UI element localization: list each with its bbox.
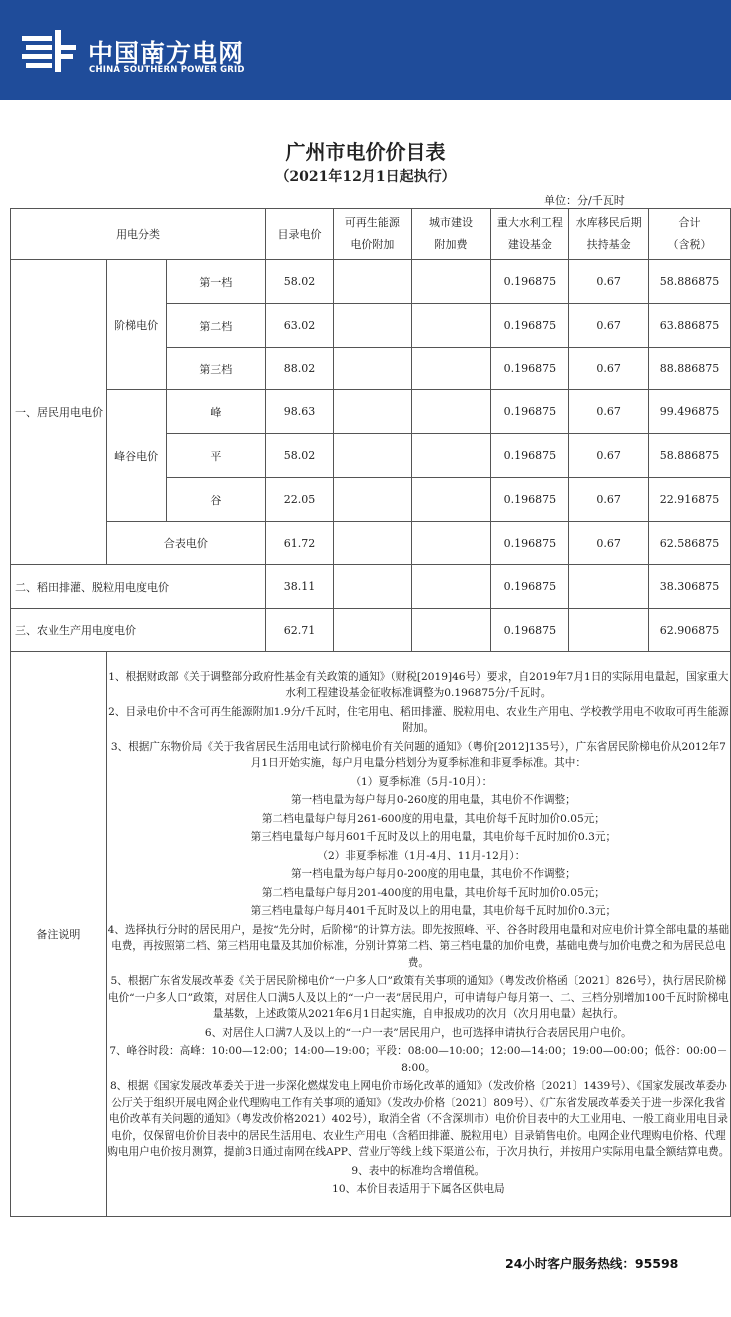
empty-cell: [411, 565, 491, 609]
empty-cell: [333, 609, 411, 652]
table-row: [11, 260, 731, 304]
hydro-cell: 0.196875: [491, 434, 569, 478]
row-name: 峰: [166, 390, 266, 434]
header-banner: [0, 0, 731, 100]
total-cell: 99.496875: [649, 390, 731, 434]
empty-cell: [333, 522, 411, 565]
table-header-row: [11, 209, 731, 260]
total-cell: 38.306875: [649, 565, 731, 609]
empty-cell: [569, 609, 649, 652]
note-item: 2、目录电价中不含可再生能源附加1.9分/千瓦时，住宅用电、稻田排灌、脱粒用电、农业生产用电、学校教学用电不收取可再生能源附加。: [108, 705, 729, 734]
base-price-cell: 88.02: [266, 348, 334, 390]
base-price-cell: 98.63: [266, 390, 334, 434]
note-item: 第三档电量每户每月401千瓦时及以上的用电量，其电价每千瓦时加价0.3元；: [250, 905, 617, 917]
effective-date: （2021年12月1日起执行）: [275, 169, 456, 185]
base-price-cell: 63.02: [266, 304, 334, 348]
reservoir-cell: 0.67: [569, 434, 649, 478]
hydro-cell: 0.196875: [491, 260, 569, 304]
note-item: （1）夏季标准（5月-10月）：: [350, 775, 493, 788]
total-cell: 58.886875: [649, 434, 731, 478]
note-item: 10、本价目表适用于下属各区供电局: [332, 1183, 505, 1195]
row-name: 第一档: [166, 260, 266, 304]
price-table: [10, 208, 731, 1217]
header-urban: 城市建设 附加费: [411, 209, 491, 260]
empty-cell: [411, 390, 491, 434]
empty-cell: [411, 260, 491, 304]
row-name: 平: [166, 434, 266, 478]
total-cell: 62.906875: [649, 609, 731, 652]
notes-row: [11, 652, 731, 1217]
note-item: 4、选择执行分时的居民用户，是按“先分时，后阶梯”的计算方法。即先按照峰、平、谷各时段用电量和对应电价计算全部电量的基础电费，再按照第二档、第三档用电量及其加价标准，分别计算第二档、第三档电量的加价电费，基础电费与加价电费之和为居民总电费。: [107, 923, 730, 969]
base-price-cell: 61.72: [266, 522, 334, 565]
empty-cell: [411, 348, 491, 390]
empty-cell: [411, 609, 491, 652]
reservoir-cell: 0.67: [569, 348, 649, 390]
logo-chinese-name: 中国南方电网: [88, 39, 245, 68]
header-category: 用电分类: [11, 209, 266, 260]
row-name: 第二档: [166, 304, 266, 348]
reservoir-cell: 0.67: [569, 522, 649, 565]
empty-cell: [333, 478, 411, 522]
hydro-cell: 0.196875: [491, 478, 569, 522]
total-cell: 22.916875: [649, 478, 731, 522]
note-item: 9、表中的标准均含增值税。: [351, 1164, 486, 1177]
header-renewable: 可再生能源 电价附加: [333, 209, 411, 260]
header-total: 合计 （含税）: [649, 209, 731, 260]
note-item: 第二档电量每户每月201-400度的用电量，其电价每千瓦时加价0.05元；: [261, 886, 605, 899]
note-item: （2）非夏季标准（1月-4月、11月-12月）：: [317, 849, 526, 862]
note-item: 第一档电量为每户每月0-200度的用电量，其电价不作调整；: [290, 868, 576, 880]
row-name: 三、农业生产用电度电价: [11, 609, 266, 652]
hydro-cell: 0.196875: [491, 304, 569, 348]
total-cell: 88.886875: [649, 348, 731, 390]
reservoir-cell: 0.67: [569, 260, 649, 304]
empty-cell: [333, 260, 411, 304]
csg-logo-icon: [22, 30, 76, 72]
table-row: [11, 390, 731, 434]
tier-label: 阶梯电价: [106, 260, 166, 390]
empty-cell: [333, 348, 411, 390]
empty-cell: [333, 304, 411, 348]
base-price-cell: 58.02: [266, 434, 334, 478]
note-item: 6、对居住人口满7人及以上的“一户一表”居民用户，也可选择申请执行合表居民用户电价。: [204, 1026, 632, 1039]
empty-cell: [569, 565, 649, 609]
total-cell: 58.886875: [649, 260, 731, 304]
note-item: 第一档电量为每户每月0-260度的用电量，其电价不作调整；: [290, 794, 576, 806]
row-name: 谷: [166, 478, 266, 522]
base-price-cell: 22.05: [266, 478, 334, 522]
empty-cell: [333, 434, 411, 478]
hydro-cell: 0.196875: [491, 609, 569, 652]
note-item: 3、根据广东物价局《关于我省居民生活用电试行阶梯电价有关问题的通知》（粤价[2012]135号），广东省居民阶梯电价从2012年7月1日开始实施，每户月电量分档划分为夏季标准和非夏季标准。其中：: [110, 740, 726, 769]
total-cell: 62.586875: [649, 522, 731, 565]
total-cell: 63.886875: [649, 304, 731, 348]
note-item: 8、根据《国家发展改革委关于进一步深化燃煤发电上网电价市场化改革的通知》（发改价格〔2021〕1439号）、《国家发展改革委办公厅关于组织开展电网企业代理购电工作有关事项的通知》（发改办价格〔2021〕809号）、《广东省发展改革委关于进一步深化我省电价改革有关问题的通知》（粤发改价格2021）402号），取消全省（不含深圳市）电价价目表中的大工业用电、一般工商业用电目录电价，仅保留电价价目表中的居民生活用电、农业生产用电（含稻田排灌、脱粒用电）目录销售电价。电网企业代理购电价格、代理购电用户电价按月测算，提前3日通过南网在线APP、营业厅等线上线下渠道公布，于次月执行，并按用户实际用电量全额结算电费。: [107, 1080, 730, 1158]
empty-cell: [411, 478, 491, 522]
header-base-price: 目录电价: [266, 209, 334, 260]
empty-cell: [411, 522, 491, 565]
reservoir-cell: 0.67: [569, 478, 649, 522]
note-item: 第三档电量每户每月601千瓦时及以上的用电量，其电价每千瓦时加价0.3元；: [250, 831, 617, 843]
empty-cell: [411, 304, 491, 348]
note-item: 7、峰谷时段：高峰：10:00—12:00；14:00—19:00；平段：08:00—10:00；12:00—14:00；19:00—00:00；低谷：00:00－8:00。: [109, 1045, 728, 1074]
page-title: 广州市电价价目表: [285, 140, 446, 164]
unit-label: 单位：分/千瓦时: [544, 194, 625, 207]
notes-label: 备注说明: [11, 652, 107, 1217]
table-row: [11, 522, 731, 565]
row-name: 二、稻田排灌、脱粒用电度电价: [11, 565, 266, 609]
reservoir-cell: 0.67: [569, 304, 649, 348]
notes-body: [106, 652, 730, 1217]
header-reservoir: 水库移民后期 扶持基金: [569, 209, 649, 260]
reservoir-cell: 0.67: [569, 390, 649, 434]
base-price-cell: 38.11: [266, 565, 334, 609]
empty-cell: [333, 565, 411, 609]
table-row: [11, 609, 731, 652]
residential-label: 一、居民用电电价: [11, 260, 107, 565]
header-hydro: 重大水利工程 建设基金: [491, 209, 569, 260]
tou-label: 峰谷电价: [106, 390, 166, 522]
empty-cell: [411, 434, 491, 478]
note-item: 第二档电量每户每月261-600度的用电量，其电价每千瓦时加价0.05元；: [261, 812, 605, 825]
row-name: 合表电价: [106, 522, 265, 565]
table-row: [11, 565, 731, 609]
hotline: 24小时客户服务热线：95598: [505, 1256, 679, 1271]
hydro-cell: 0.196875: [491, 348, 569, 390]
base-price-cell: 62.71: [266, 609, 334, 652]
note-item: 1、根据财政部《关于调整部分政府性基金有关政策的通知》（财税[2019]46号）要求，自2019年7月1日的实际用电量起，国家重大水利工程建设基金征收标准调整为0.196875分/千瓦时。: [108, 670, 729, 699]
note-item: 5、根据广东省发展改革委《关于居民阶梯电价“一户多人口”政策有关事项的通知》（粤发改价格函〔2021〕826号），执行居民阶梯电价“一户多人口”政策，对居住人口满5人及以上的“一户一表”居民用户，可申请每户每月第一、二、三档分别增加100千瓦时阶梯电量基数，上述政策从2021年6月1日起实施，自申报成功的次月（次月用电量）起执行。: [108, 975, 729, 1020]
empty-cell: [333, 390, 411, 434]
logo-english-name: CHINA SOUTHERN POWER GRID: [89, 65, 245, 75]
hydro-cell: 0.196875: [491, 522, 569, 565]
base-price-cell: 58.02: [266, 260, 334, 304]
row-name: 第三档: [166, 348, 266, 390]
hydro-cell: 0.196875: [491, 390, 569, 434]
hydro-cell: 0.196875: [491, 565, 569, 609]
